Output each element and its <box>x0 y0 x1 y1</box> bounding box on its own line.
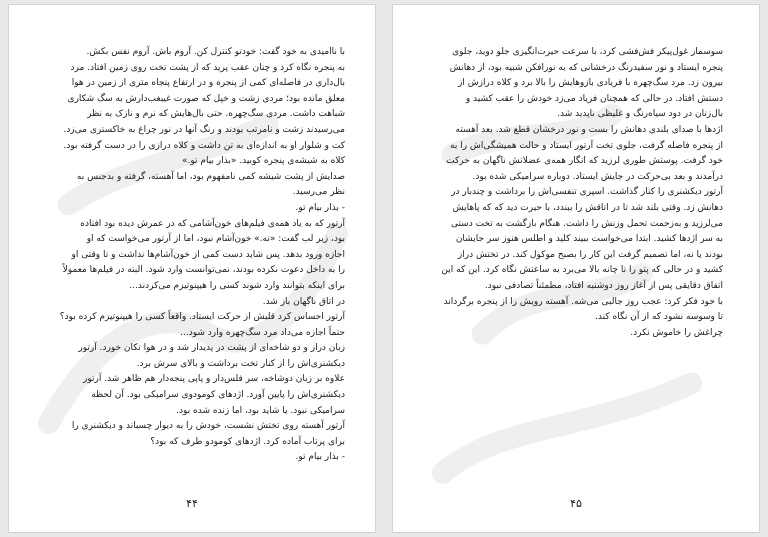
text-line: چراغش را خاموش نکرد. <box>630 327 723 338</box>
text-line: آرتور که به یاد همه‌ی فیلم‌های خون‌آشامی که در عمرش دیده بود افتاده <box>80 218 345 229</box>
page-number-left: ۴۴ <box>186 497 198 510</box>
text-line: سرامیکی نبود. یا شاید بود، اما زنده شده بود. <box>176 405 345 416</box>
text-line: در اتاق ناگهان باز شد. <box>262 296 345 307</box>
text-line: کلاه به شیشه‌ی پنجره کوبید. «بذار بیام تو.» <box>182 156 345 167</box>
text-line: درآمدند و بعد بی‌حرکت در جایش ایستاد. دوباره سرامیکی شده بود. <box>472 171 723 182</box>
text-line: شباهت داشت. مردی سگ‌چهره. حتی بال‌هایش که نرم و نازک به نظر <box>87 109 345 120</box>
left-page-text <box>47 45 345 466</box>
text-line: سوسمار غول‌پیکر فش‌فشی کرد، با سرعت حیرت‌انگیزی جلو دوید، جلوی <box>452 47 723 57</box>
text-line: اژدها با صدای بلندی دهانش را بست و نور درخشان قطع شد. بعد آهسته <box>455 124 723 135</box>
text-line: زبان دراز و دو شاخه‌ای از پشت در پدیدار شد و در هوا تکان خورد. آرتور <box>78 343 345 354</box>
text-line: کت و شلوار او به اندازه‌ای به تن داشت و کلاه درازی را در دست گرفته بود. <box>63 140 345 151</box>
text-line: صدایش از پشت شیشه کمی نامفهوم بود، اما آهسته، گرفته و بدجنس به <box>76 171 345 182</box>
text-line: دیکشنری‌اش را پایین آورد. اژدهای کومودوی سرامیکی بود. آن لحظه <box>91 390 345 401</box>
text-line: را به داخل دعوت نکرده بودند، نمی‌توانست وارد شود. البته در فیلم‌ها معمولاً <box>62 265 345 276</box>
text-line: بال‌زنان در دود سیاه‌رنگ و غلیظی ناپدید شد. <box>557 109 723 120</box>
text-line: اجازه ورود بدهد. پس شاید دست کمی از خون‌آشام‌ها نداشت و تا وقتی او <box>71 249 345 260</box>
text-line: برای پرتاب آماده کرد. اژدهای کومودو طرف که بود؟ <box>150 436 345 447</box>
text-line: به پنجره نگاه کرد و چنان عقب پرید که از پشت تخت روی زمین افتاد. مرد <box>70 62 345 73</box>
text-line: بود، زیر لب گفت: «نه.» خون‌آشام نبود، اما از آرتور می‌خواست که او <box>86 234 345 245</box>
text-line: دهانش زد. وقتی بلند شد تا در اتاقش را ببندد، با حیرت دید که که پاهایش <box>452 202 723 213</box>
text-line: خود گرفت. پوستش طوری لرزید که انگار همه‌ی عضلاتش ناگهان به حرکت <box>446 156 723 167</box>
right-page-text <box>423 45 723 341</box>
text-line: - بذار بیام تو. <box>295 202 345 213</box>
text-line: از پنجره فاصله گرفت، جلوی تخت آرتور ایستاد و حالت همیشگی‌اش را به <box>450 140 723 151</box>
text-line: کشید و در حالی که پتو را تا چانه بالا می‌برد به ساعتش نگاه کرد. این که این <box>441 265 723 276</box>
text-line: بودند یا نه، اما تصمیم گرفت این کار را بصبح موکول کند. در تختش دراز <box>457 249 723 260</box>
text-line: با خود فکر کرد: عجب روز جالبی می‌شه. آهسته رویش را از پنجره برگرداند <box>443 296 723 307</box>
left-page <box>8 4 376 533</box>
text-line: بیرون زد. مرد سگ‌چهره با فریادی بازوهایش را بالا برد و کلاه درازش از <box>457 78 723 89</box>
text-line: دیکشنری‌اش را از کنار تخت برداشت و بالای سرش برد. <box>136 358 345 369</box>
text-line: با ناامیدی به خود گفت: خودتو کنترل کن. آروم باش. آروم نفس بکش. <box>86 47 345 57</box>
text-line: علاوه بر زبان دوشاخه، سر فلس‌دار و پاپی پنجه‌دار هم ظاهر شد. آرتور <box>83 374 345 385</box>
text-line: می‌رسیدند زشت و نامرتب بودند و رنگ آنها در نور چراغ به خاکستری می‌زد. <box>63 124 345 135</box>
text-line: حتماً اجازه می‌داد مرد سگ‌چهره وارد شود... <box>180 327 345 338</box>
text-line: به سر اژدها کشید. ابتدا می‌خواست ببیند کلید و اطلس هنوز سر جایشان <box>455 234 723 245</box>
text-line: آرتور احساس کرد قلبش از حرکت ایستاد. واقعاً کسی را هیپنوتیزم کرده بود؟ <box>59 312 345 323</box>
text-line: آرتور دیکشنری را کنار گذاشت. اسپری تنفسی‌اش را برداشت و چندبار در <box>451 187 723 198</box>
text-line: برای اینکه بتوانند وارد شوند کسی را هیپنوتیزم می‌کردند... <box>129 280 345 291</box>
text-line: تا وسوسه نشود که از آن نگاه کند. <box>595 312 723 323</box>
text-line: پنجره ایستاد و نور سفیدرنگ درخشانی که به نورافکن شبیه بود، از دهانش <box>449 62 723 73</box>
text-line: نظر می‌رسید. <box>292 187 345 198</box>
text-line: آرتور آهسته روی تختش نشست، خودش را به دیوار چسباند و دیکشنری را <box>71 421 345 432</box>
text-line: معلق مانده بود؛ مردی زشت و خپل که صورت غیبغب‌دارش به سگ شکاری <box>67 93 345 104</box>
text-line: بال‌داری در فاصله‌ای کمی از پنجره و در ارتفاع پنجاه متری از زمین در هوا <box>71 78 345 89</box>
right-page <box>392 4 760 533</box>
text-line: دستش افتاد. در حالی که همچنان فریاد می‌زد خودش را عقب کشید و <box>465 93 723 104</box>
text-line: - بذار بیام تو. <box>295 452 345 463</box>
text-line: می‌لرزید و به‌زحمت تحمل وزنش را داشت. هنگام بازگشت به تخت دستی <box>450 218 723 229</box>
text-line: اتفاق دقایقی پس از آغاز روز دوشنبه افتاد، مطمئناً تصادفی نبود. <box>484 280 723 291</box>
page-number-right: ۴۵ <box>570 497 582 510</box>
